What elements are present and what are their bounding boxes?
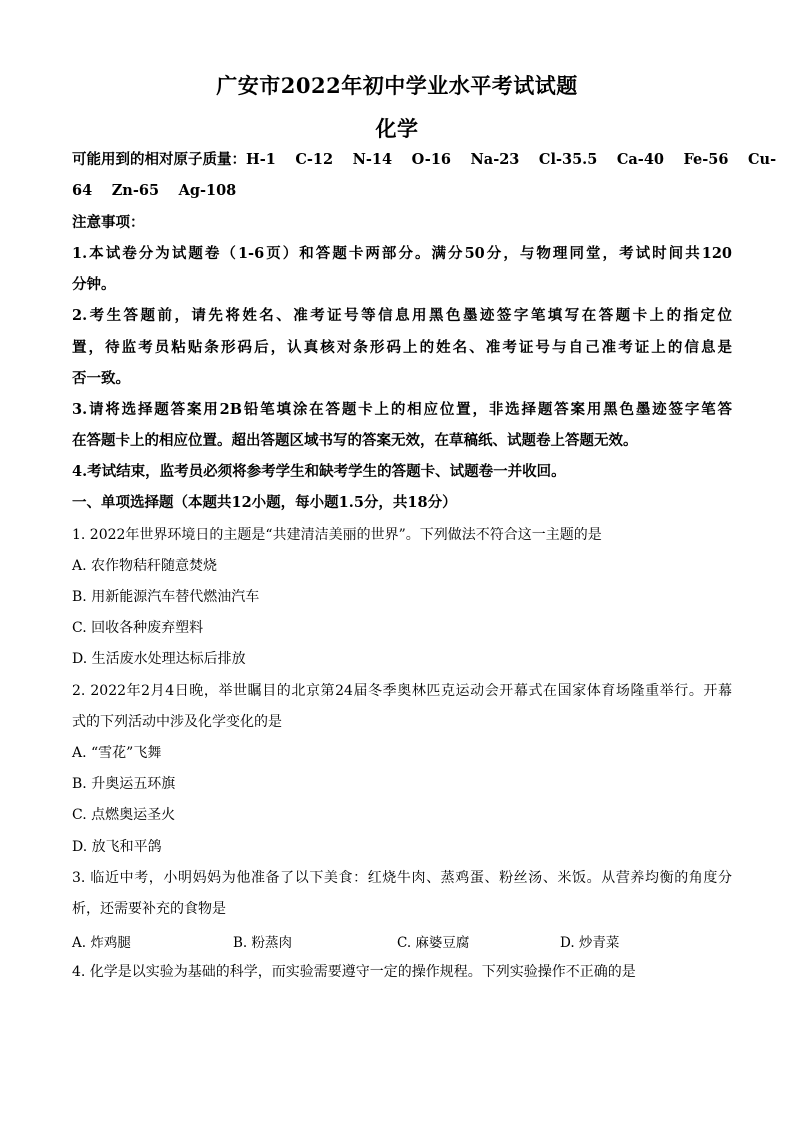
- question-1-stem: 1. 2022年世界环境日的主题是“共建清洁美丽的世界”。下列做法不符合这一主题的是: [72, 527, 602, 543]
- note-2-line3: 否一致。: [72, 370, 130, 387]
- question-3-option-a: A. 炸鸡腿: [72, 935, 131, 951]
- question-4-stem: 4. 化学是以实验为基础的科学，而实验需要遵守一定的操作规程。下列实验操作不正确的是: [72, 964, 636, 980]
- exam-title: 广安市2022年初中学业水平考试试题: [216, 73, 578, 98]
- atomic-masses-line1: 可能用到的相对原子质量：H-1 C-12 N-14 O-16 Na-23 Cl-35.5 Ca-40 Fe-56 Cu-: [72, 151, 777, 168]
- note-1-line2: 分钟。: [72, 276, 116, 293]
- question-2-stem-line1: 2. 2022年2月4日晚，举世瞩目的北京第24届冬季奥林匹克运动会开幕式在国家体育场隆重举行。开幕: [72, 683, 732, 699]
- question-2-option-a: A. “雪花”飞舞: [72, 745, 162, 761]
- question-2-stem-line2: 式的下列活动中涉及化学变化的是: [72, 714, 282, 730]
- question-3-option-b: B. 粉蒸肉: [233, 935, 293, 951]
- question-1-option-b: B. 用新能源汽车替代燃油汽车: [72, 589, 260, 605]
- question-3-stem-line1: 3. 临近中考，小明妈妈为他准备了以下美食：红烧牛肉、蒸鸡蛋、粉丝汤、米饭。从营养均衡的角度分: [72, 870, 732, 886]
- note-4: 4.考试结束，监考员必须将参考学生和缺考学生的答题卡、试题卷一并收回。: [72, 463, 566, 480]
- question-3-option-d: D. 炒青菜: [560, 935, 620, 951]
- note-2-line2: 置，待监考员粘贴条形码后，认真核对条形码上的姓名、准考证号与自己准考证上的信息是: [72, 339, 732, 356]
- question-3-stem-line2: 析，还需要补充的食物是: [72, 901, 226, 917]
- notes-heading: 注意事项：: [72, 214, 145, 231]
- note-3-line2: 在答题卡上的相应位置。超出答题区域书写的答案无效，在草稿纸、试题卷上答题无效。: [72, 432, 638, 449]
- question-2-option-d: D. 放飞和平鸽: [72, 839, 162, 855]
- question-2-option-c: C. 点燃奥运圣火: [72, 807, 176, 823]
- question-2-option-b: B. 升奥运五环旗: [72, 776, 176, 792]
- note-2-line1: 2.考生答题前，请先将姓名、准考证号等信息用黑色墨迹签字笔填写在答题卡上的指定位: [72, 307, 732, 324]
- question-3-option-c: C. 麻婆豆腐: [397, 935, 470, 951]
- question-1-option-a: A. 农作物秸秆随意焚烧: [72, 558, 218, 574]
- note-3-line1: 3.请将选择题答案用2B铅笔填涂在答题卡上的相应位置，非选择题答案用黑色墨迹签字笔答: [72, 401, 732, 418]
- atomic-masses-line2: 64 Zn-65 Ag-108: [72, 182, 237, 199]
- section-1-heading: 一、单项选择题（本题共12小题，每小题1.5分，共18分）: [72, 494, 457, 511]
- note-1-line1: 1.本试卷分为试题卷（1-6页）和答题卡两部分。满分50分，与物理同堂，考试时间共120: [72, 245, 732, 262]
- question-1-option-d: D. 生活废水处理达标后排放: [72, 651, 246, 667]
- question-1-option-c: C. 回收各种废弃塑料: [72, 620, 204, 636]
- subject-title: 化学: [375, 116, 419, 141]
